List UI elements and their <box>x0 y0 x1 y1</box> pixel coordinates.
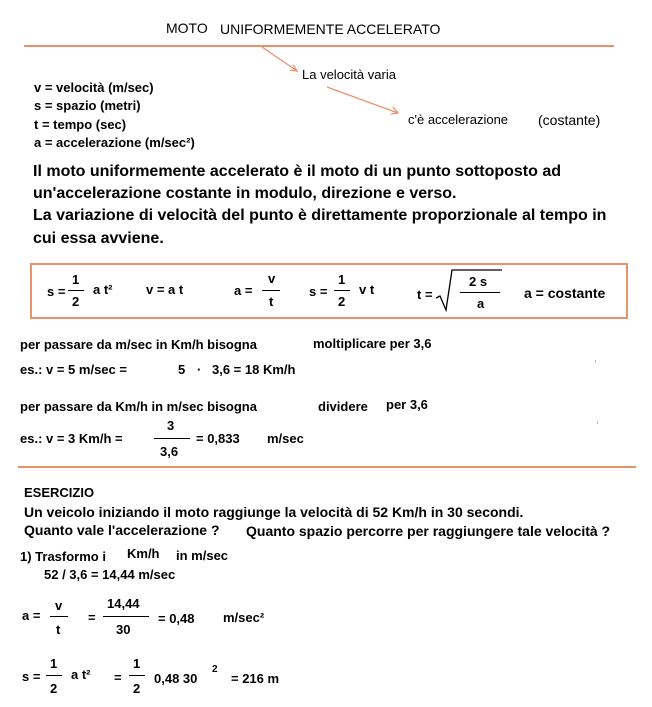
exercise-step1-c: in m/sec <box>176 548 229 563</box>
exercise-s-bar <box>46 675 62 676</box>
conversion2-example-result: = 0,833 <box>196 431 240 446</box>
conversion2-example-a: es.: v = 3 Km/h = <box>20 431 123 446</box>
exercise-a-num2: 14,44 <box>107 596 140 611</box>
formula-s2-lhs: s = <box>309 284 328 299</box>
exercise-s-bar2 <box>129 675 145 676</box>
arrow-to-velocita <box>262 47 297 71</box>
conversion1-example-b: 5 <box>178 362 186 377</box>
exercise-a-bar <box>50 616 68 617</box>
exercise-question-1: Quanto vale l'accelerazione ? <box>24 522 220 538</box>
exercise-a-bar2 <box>103 616 149 617</box>
formula-a-lhs: a = <box>234 283 253 298</box>
exercise-step1-a: 1) Trasformo i <box>20 549 106 564</box>
exercise-heading: ESERCIZIO <box>24 485 95 500</box>
formula-t-num: 2 s <box>469 274 488 289</box>
formula-s-rhs: a t² <box>93 282 113 297</box>
formula-s-lhs: s = <box>47 284 66 299</box>
annotation-costante: (costante) <box>538 112 601 128</box>
formula-t-bar <box>460 292 500 293</box>
formula-s-den: 2 <box>72 294 80 309</box>
conversion1-example-dot: · <box>197 362 202 377</box>
formula-v: v = a t <box>146 282 184 297</box>
exercise-step1-b: Km/h <box>127 546 160 561</box>
definition-line-2: un'accelerazione costante in modulo, direzione e verso. <box>33 185 457 202</box>
exercise-a-den2: 30 <box>116 622 131 637</box>
stray-mark-1 <box>595 360 596 363</box>
exercise-s-result: = 216 m <box>231 671 280 686</box>
exercise-text: Un veicolo iniziando il moto raggiunge la velocità di 52 Km/h in 30 secondi. <box>24 504 524 520</box>
formula-s-bar <box>68 290 84 291</box>
legend-velocita: v = velocità (m/sec) <box>34 80 154 95</box>
formula-a-costante: a = costante <box>524 285 606 301</box>
formula-s2-den: 2 <box>338 294 346 309</box>
formula-a-den: t <box>269 294 274 309</box>
exercise-a-unit: m/sec² <box>223 610 265 625</box>
conversion2-example-unit: m/sec <box>267 431 304 446</box>
arrow-to-accelerazione <box>327 87 398 113</box>
conversion2-example-num: 3 <box>167 418 175 433</box>
conversion1-example-c: 3,6 = 18 Km/h <box>212 362 296 377</box>
exercise-s-mid: a t² <box>71 667 91 682</box>
exercise-a-lhs: a = <box>22 608 41 623</box>
exercise-step1-calc: 52 / 3,6 = 14,44 m/sec <box>44 567 176 582</box>
formula-t-den: a <box>477 296 485 311</box>
legend-spazio: s = spazio (metri) <box>34 98 141 113</box>
formula-a-num: v <box>268 271 276 286</box>
conversion1-operation: moltiplicare per 3,6 <box>313 336 432 351</box>
exercise-a-num: v <box>55 598 63 613</box>
conversion2-operation: dividere <box>318 399 368 414</box>
annotation-accelerazione: c'è accelerazione <box>408 112 509 127</box>
legend-accelerazione: a = accelerazione (m/sec²) <box>34 135 195 150</box>
exercise-s-num2: 1 <box>133 656 141 671</box>
exercise-s-lhs: s = <box>22 669 41 684</box>
conversion2-example-bar <box>154 438 190 439</box>
formula-s2-rhs: v t <box>359 282 375 297</box>
formula-t-lhs: t = <box>417 287 433 302</box>
definition-line-1: Il moto uniformemente accelerato è il moto di un punto sottoposto ad <box>33 163 562 180</box>
conversion2-factor: per 3,6 <box>386 397 428 412</box>
exercise-s-eq: = <box>114 670 122 685</box>
definition-line-3: La variazione di velocità del punto è direttamente proporzionale al tempo in <box>33 207 607 224</box>
definition-line-4: cui essa avviene. <box>33 230 164 247</box>
exercise-a-den: t <box>56 622 61 637</box>
exercise-s-vals: 0,48 30 <box>154 671 198 686</box>
annotation-velocita-varia: La velocità varia <box>302 67 396 82</box>
title-moto: MOTO <box>166 20 208 36</box>
conversion1-example-a: es.: v = 5 m/sec = <box>20 362 127 377</box>
legend-tempo: t = tempo (sec) <box>34 117 127 132</box>
conversion2-example-den: 3,6 <box>160 444 179 459</box>
exercise-a-eq: = <box>88 610 96 625</box>
section-divider <box>18 466 636 468</box>
formula-s2-num: 1 <box>338 272 346 287</box>
exercise-s-num: 1 <box>50 656 58 671</box>
conversion1-text: per passare da m/sec in Km/h bisogna <box>20 337 257 352</box>
exercise-s-den: 2 <box>50 681 58 696</box>
formula-s2-bar <box>334 290 350 291</box>
conversion2-text: per passare da Km/h in m/sec bisogna <box>20 399 257 414</box>
exercise-s-exponent: 2 <box>212 664 218 675</box>
exercise-a-result: = 0,48 <box>158 611 195 626</box>
formula-a-bar <box>262 290 280 291</box>
stray-mark-2 <box>597 421 598 424</box>
formula-s-num: 1 <box>72 272 80 287</box>
title-uniforme: UNIFORMEMENTE ACCELERATO <box>220 21 441 37</box>
exercise-question-2: Quanto spazio percorre per raggiungere tale velocità ? <box>246 523 611 539</box>
exercise-s-den2: 2 <box>133 681 141 696</box>
